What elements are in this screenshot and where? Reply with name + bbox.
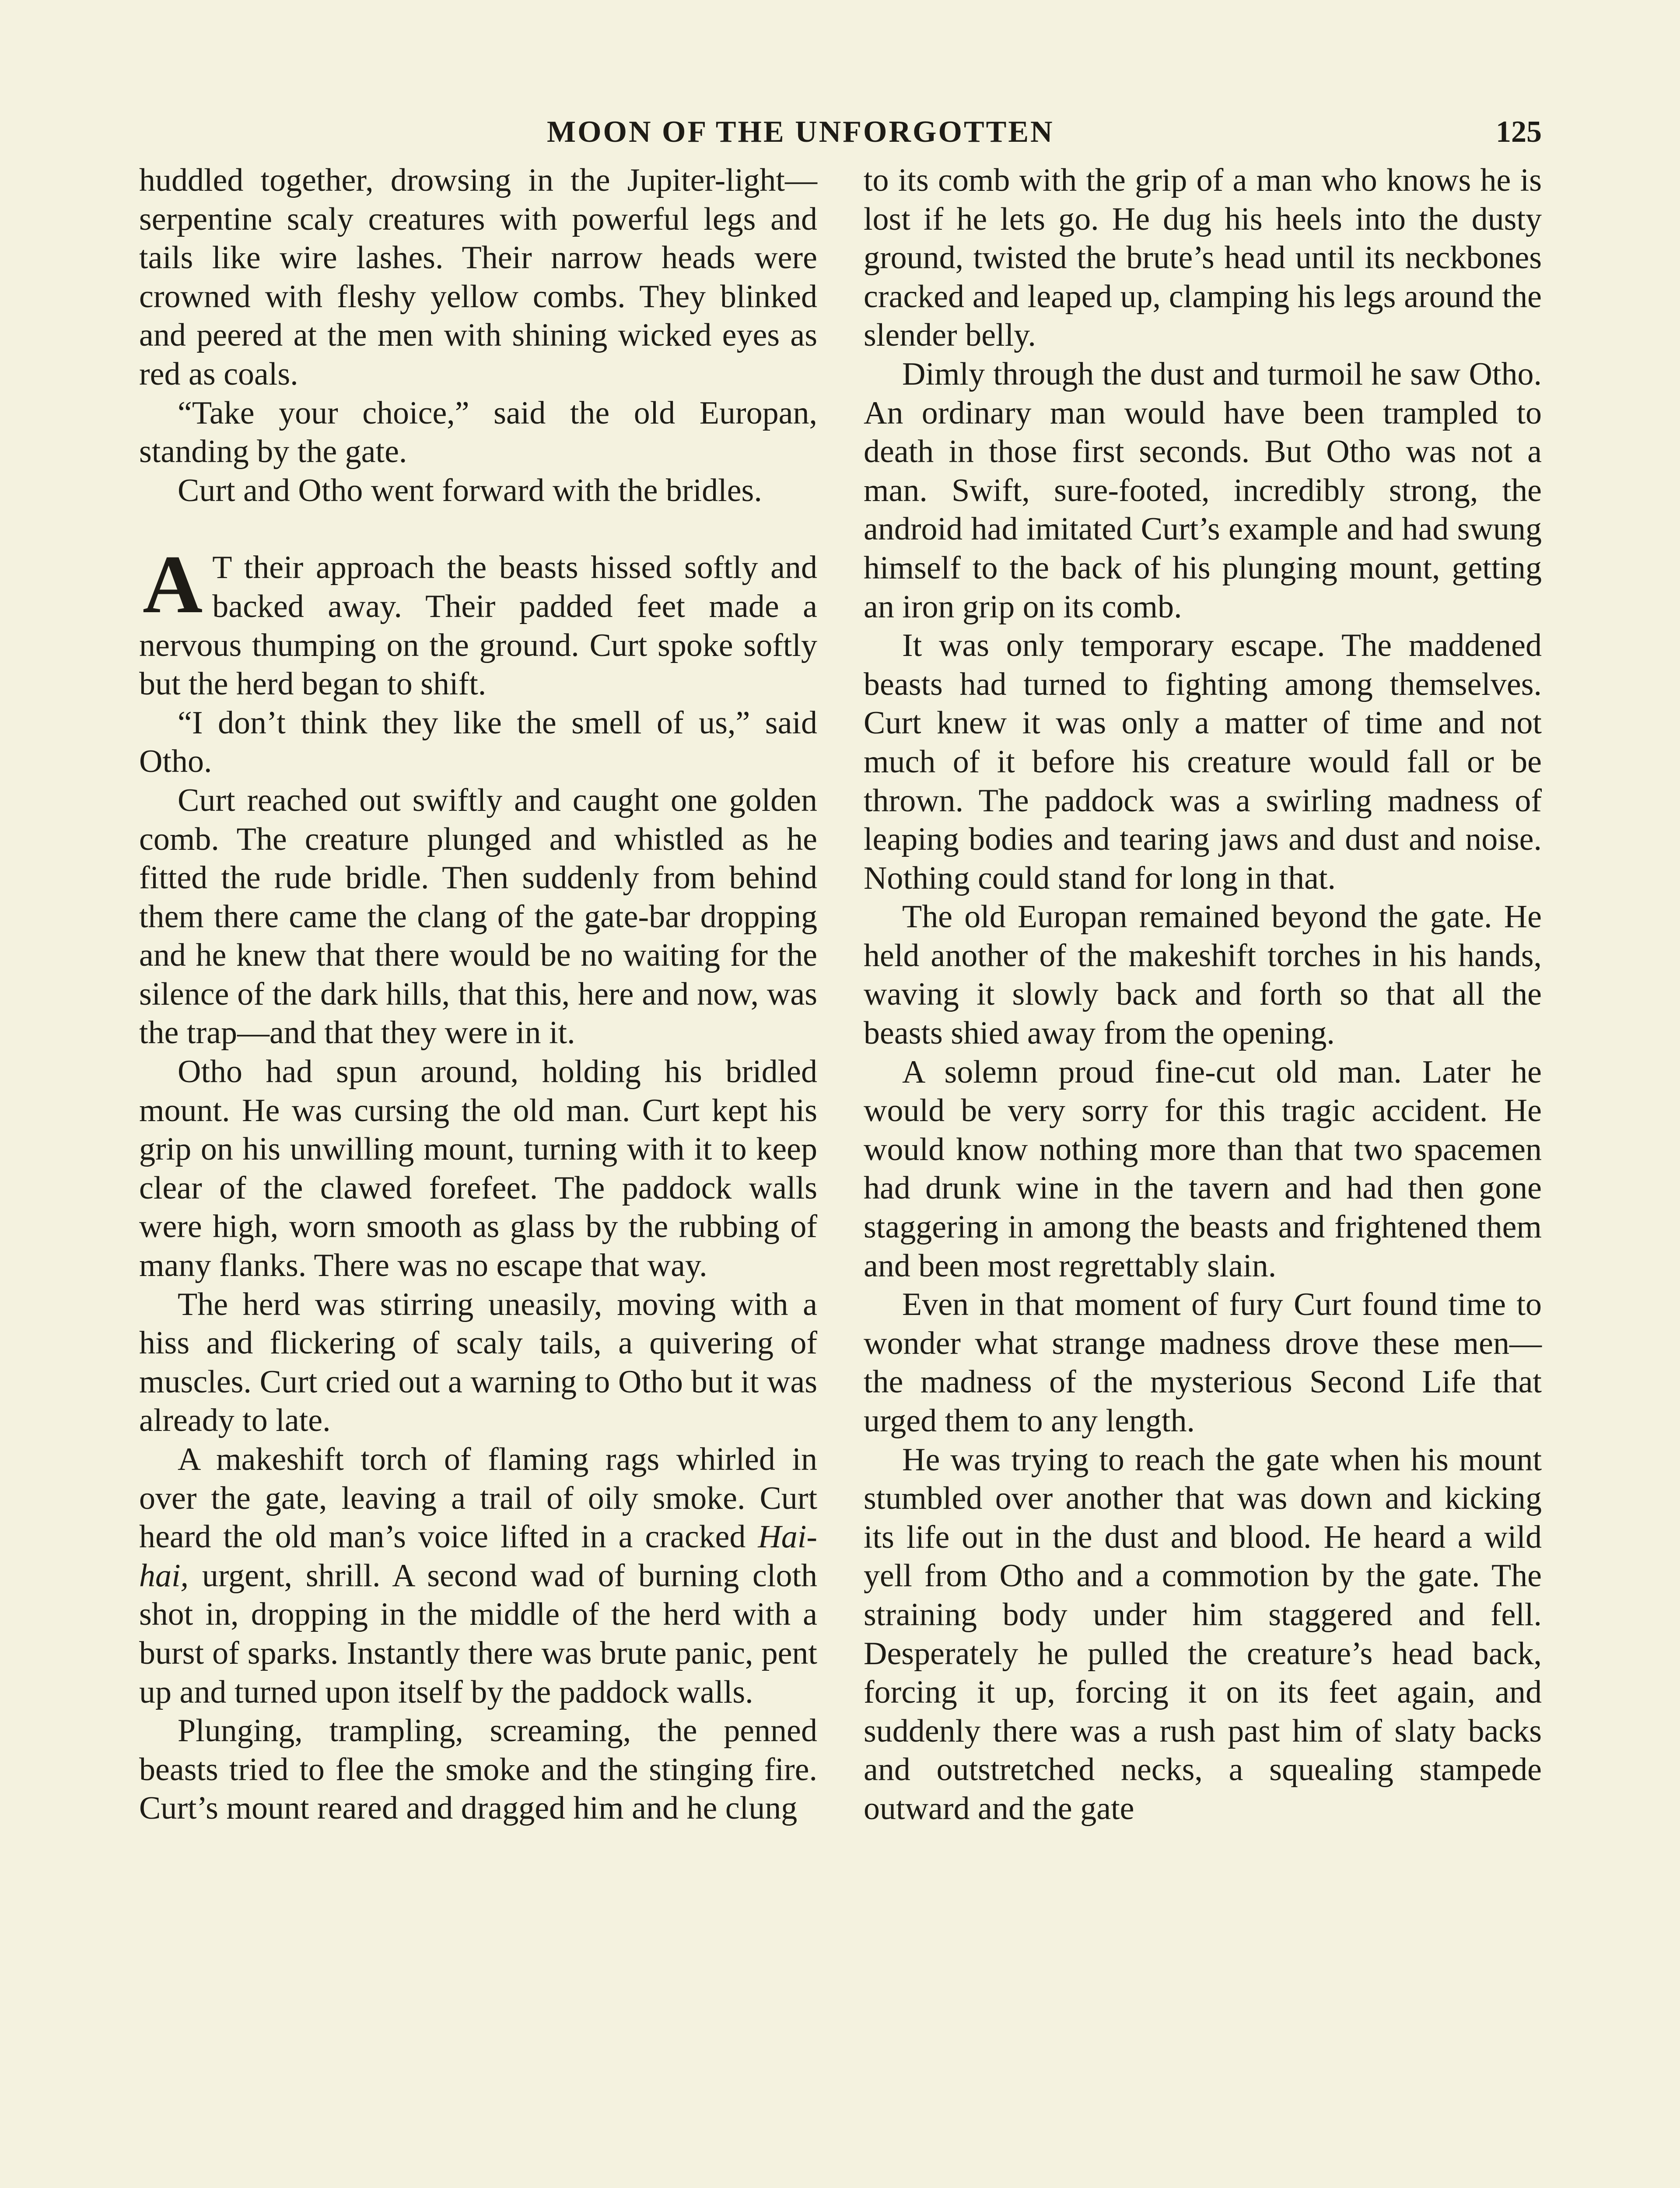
drop-cap: A (143, 539, 203, 631)
paragraph-text: A makeshift torch of flaming rags whirled in over the gate, leaving a trail of oily smoke. Curt heard the old man’s voice lifted in a cracked (139, 1441, 817, 1555)
paragraph: to its comb with the grip of a man who knows he is lost if he lets go. He dug his heels into the dusty ground, twisted the brute’s head until its neckbones cracked and leaped up, clamping his legs around the slender belly. (864, 162, 1542, 354)
paragraph: He was trying to reach the gate when his mount stumbled over another that was down and kicking its life out in the dust and blood. He heard a wild yell from Otho and a commotion by the gate. The straining body under him staggered and fell. Desperately he pulled the creature’s head back, forcing it up, forcing it on its feet again, and suddenly there was a rush past him of slaty backs and outstretched necks, a squealing stampede outward and the gate (864, 1441, 1542, 1827)
paragraph: huddled together, drowsing in the Jupiter-light—serpentine scaly creatures with powerful legs and tails like wire lashes. Their narrow heads were crowned with fleshy yellow combs. They blinked and peered at the men with shining wicked eyes as red as coals. (139, 162, 817, 392)
paragraph: Plunging, trampling, screaming, the penned beasts tried to flee the smoke and the stinging fire. Curt’s mount reared and dragged him and he clung (139, 1713, 817, 1827)
paragraph: “I don’t think they like the smell of us,” said Otho. (139, 705, 817, 780)
paragraph: Dimly through the dust and turmoil he saw Otho. An ordinary man would have been trampled to death in those first seconds. But Otho was not a man. Swift, sure-footed, incredibly strong, the android had imitated Curt’s example and had swung himself to the back of his plunging mount, getting an iron grip on its comb. (864, 356, 1542, 625)
paragraph: A solemn proud fine-cut old man. Later he would be very sorry for this tragic accident. He would know nothing more than that two spacemen had drunk wine in the tavern and had then gone staggering in among the beasts and frightened them and been most regrettably slain. (864, 1054, 1542, 1284)
paragraph (139, 1440, 817, 1711)
paragraph: It was only temporary escape. The maddened beasts had turned to fighting among themselves. Curt knew it was only a matter of time and not much of it before his creature would fall or be thrown. The paddock was a swirling madness of leaping bodies and tearing jaws and dust and noise. Nothing could stand for long in that. (864, 628, 1542, 896)
italic-exclamation: Hai-hai, (139, 1519, 817, 1594)
dropcap-paragraph (139, 539, 817, 703)
paragraph-text: T their approach the beasts hissed softly and backed away. Their padded feet made a nervous thumping on the ground. Curt spoke softly but the herd began to shift. (139, 550, 817, 702)
page-header (139, 115, 1542, 154)
paragraph: “Take your choice,” said the old Europan, standing by the gate. (139, 395, 817, 470)
paragraph-text: urgent, shrill. A second wad of burning cloth shot in, dropping in the middle of the herd with a burst of sparks. Instantly there was brute panic, pent up and turned upon itself by the paddock walls. (139, 1557, 817, 1710)
paragraph: The old Europan remained beyond the gate. He held another of the makeshift torches in his hands, waving it slowly back and forth so that all the beasts shied away from the opening. (864, 899, 1542, 1052)
paragraph: The herd was stirring uneasily, moving with a hiss and flickering of scaly tails, a quivering of muscles. Curt cried out a warning to Otho but it was already to late. (139, 1286, 817, 1439)
paragraph: Otho had spun around, holding his bridled mount. He was cursing the old man. Curt kept his grip on his unwilling mount, turning with it to keep clear of the clawed forefeet. The paddock walls were high, worn smooth as glass by the rubbing of many flanks. There was no escape that way. (139, 1054, 817, 1284)
right-column (864, 161, 1542, 1828)
paragraph: Curt reached out swiftly and caught one golden comb. The creature plunged and whistled as he fitted the rude bridle. Then suddenly from behind them there came the clang of the gate-bar dropping and he knew that there would be no waiting for the silence of the dark hills, that this, here and now, was the trap—and that they were in it. (139, 782, 817, 1051)
section-break (139, 510, 817, 548)
left-column (139, 161, 817, 1828)
paragraph: Curt and Otho went forward with the bridles. (178, 472, 762, 508)
paragraph: Even in that moment of fury Curt found time to wonder what strange madness drove these men—the madness of the mysterious Second Life that urged them to any length. (864, 1287, 1542, 1439)
page-number: 125 (1496, 115, 1542, 149)
running-title: MOON OF THE UNFORGOTTEN (547, 115, 1054, 149)
